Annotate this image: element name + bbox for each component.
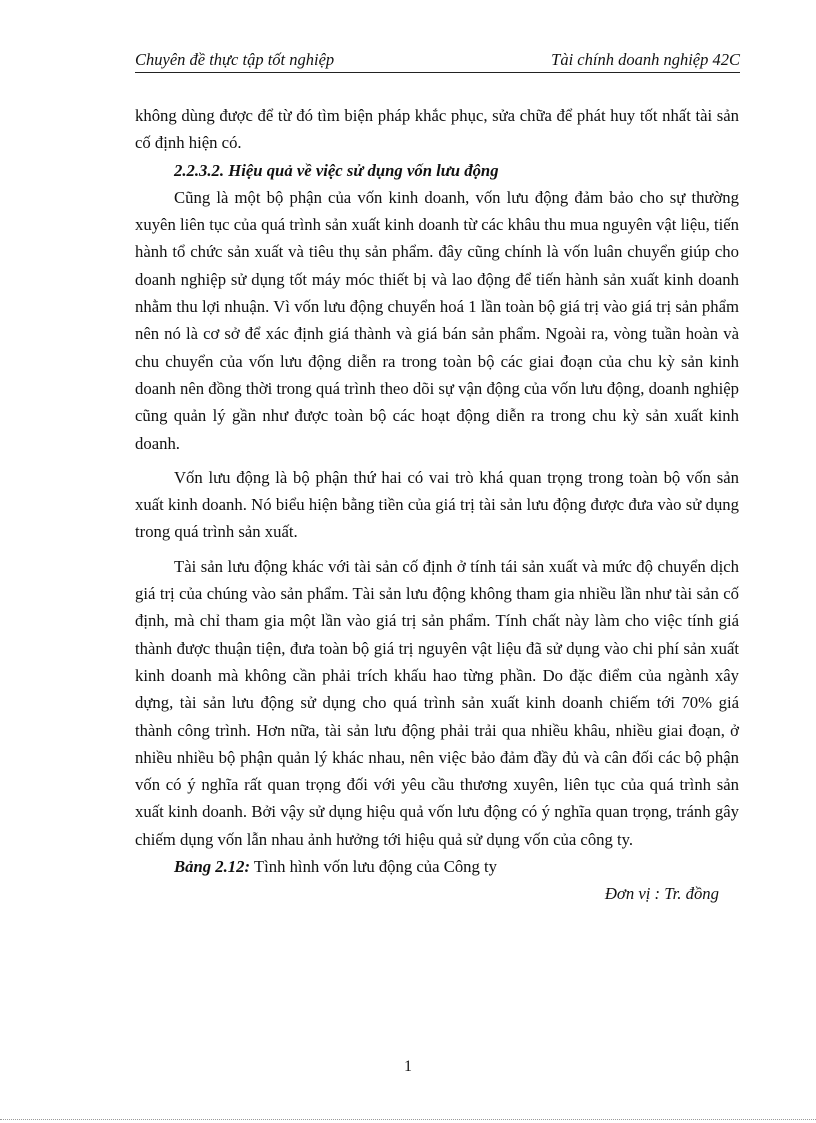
paragraph: Tài sản lưu động khác với tài sản cố định ở tính tái sản xuất và mức độ chuyển dịch giá trị của chúng vào sản phẩm. Tài sản lưu động không tham gia nhiều lần như tài sản cố định, mà chỉ tham gia một lần vào giá trị sản phẩm. Tính chất này làm cho việc tính giá thành được thuận tiện, đưa toàn bộ giá trị nguyên vật liệu đã sử dụng vào chi phí sản xuất kinh doanh mà không cần phải trích khấu hao từng phần. Do đặc điểm của ngành xây dựng, tài sản lưu động sử dụng cho quá trình sản xuất kinh doanh chiếm tới 70% giá thành công trình. Hơn nữa, tài sản lưu động phải trải qua nhiều khâu, nhiều giai đoạn, ở nhiều nhiều bộ phận quản lý khác nhau, nên việc bảo đảm đầy đủ và cân đối các bộ phận vốn có ý nghĩa rất quan trọng đối với yêu cầu thương xuyên, liên tục của quá trình sản xuất kinh doanh. Bởi vậy sử dụng hiệu quả vốn lưu động có ý nghĩa quan trọng, tránh gây chiếm dụng vốn lẫn nhau ảnh hưởng tới hiệu quả sử dụng vốn của công ty. <box>135 556 739 849</box>
table-caption-label: Bảng 2.12: <box>174 857 251 877</box>
document-body <box>135 102 739 908</box>
paragraph: Cũng là một bộ phận của vốn kinh doanh, vốn lưu động đảm bảo cho sự thường xuyên liên tục của quá trình sản xuất kinh doanh từ các khâu thu mua nguyên vật liệu, tiến hành tổ chức sản xuất và tiêu thụ sản phẩm. đây cũng chính là vốn luân chuyển giúp cho doanh nghiệp sử dụng tốt máy móc thiết bị và lao động để tiến hành sản xuất kinh doanh nhằm thu lợi nhuận. Vì vốn lưu động chuyển hoá 1 lần toàn bộ giá trị vào giá trị sản phẩm nên nó là cơ sở để xác định giá thành và giá bán sản phẩm. Ngoài ra, vòng tuần hoàn và chu chuyển của vốn lưu động diễn ra trong toàn bộ các giai đoạn của chu kỳ sản kinh doanh nên đồng thời trong quá trình theo dõi sự vận động của vốn lưu động, doanh nghiệp cũng quản lý gần như được toàn bộ các hoạt động diễn ra trong chu kỳ sản xuất kinh doanh. <box>135 187 739 453</box>
paragraph: Vốn lưu động là bộ phận thứ hai có vai trò khá quan trọng trong toàn bộ vốn sản xuất kinh doanh. Nó biểu hiện bằng tiền của giá trị tài sản lưu động được đưa vào sử dụng trong quá trình sản xuất. <box>135 467 739 542</box>
table-caption <box>135 853 739 880</box>
header-right-title: Tài chính doanh nghiệp 42C <box>551 50 740 69</box>
table-caption-text: Tình hình vốn lưu động của Công ty <box>250 857 498 877</box>
header-left-title: Chuyên đề thực tập tốt nghiệp <box>135 50 335 69</box>
section-heading: 2.2.3.2. Hiệu quả về việc sử dụng vốn lưu động <box>174 160 499 180</box>
page-number: 1 <box>404 1058 412 1075</box>
page-header <box>135 50 740 73</box>
paragraph-continuation: không dùng được để từ đó tìm biện pháp khắc phục, sửa chữa để phát huy tốt nhất tài sản cố định hiện có. <box>135 106 739 153</box>
unit-note: Đơn vị : Tr. đồng <box>604 884 719 904</box>
footer-divider <box>0 1119 816 1120</box>
